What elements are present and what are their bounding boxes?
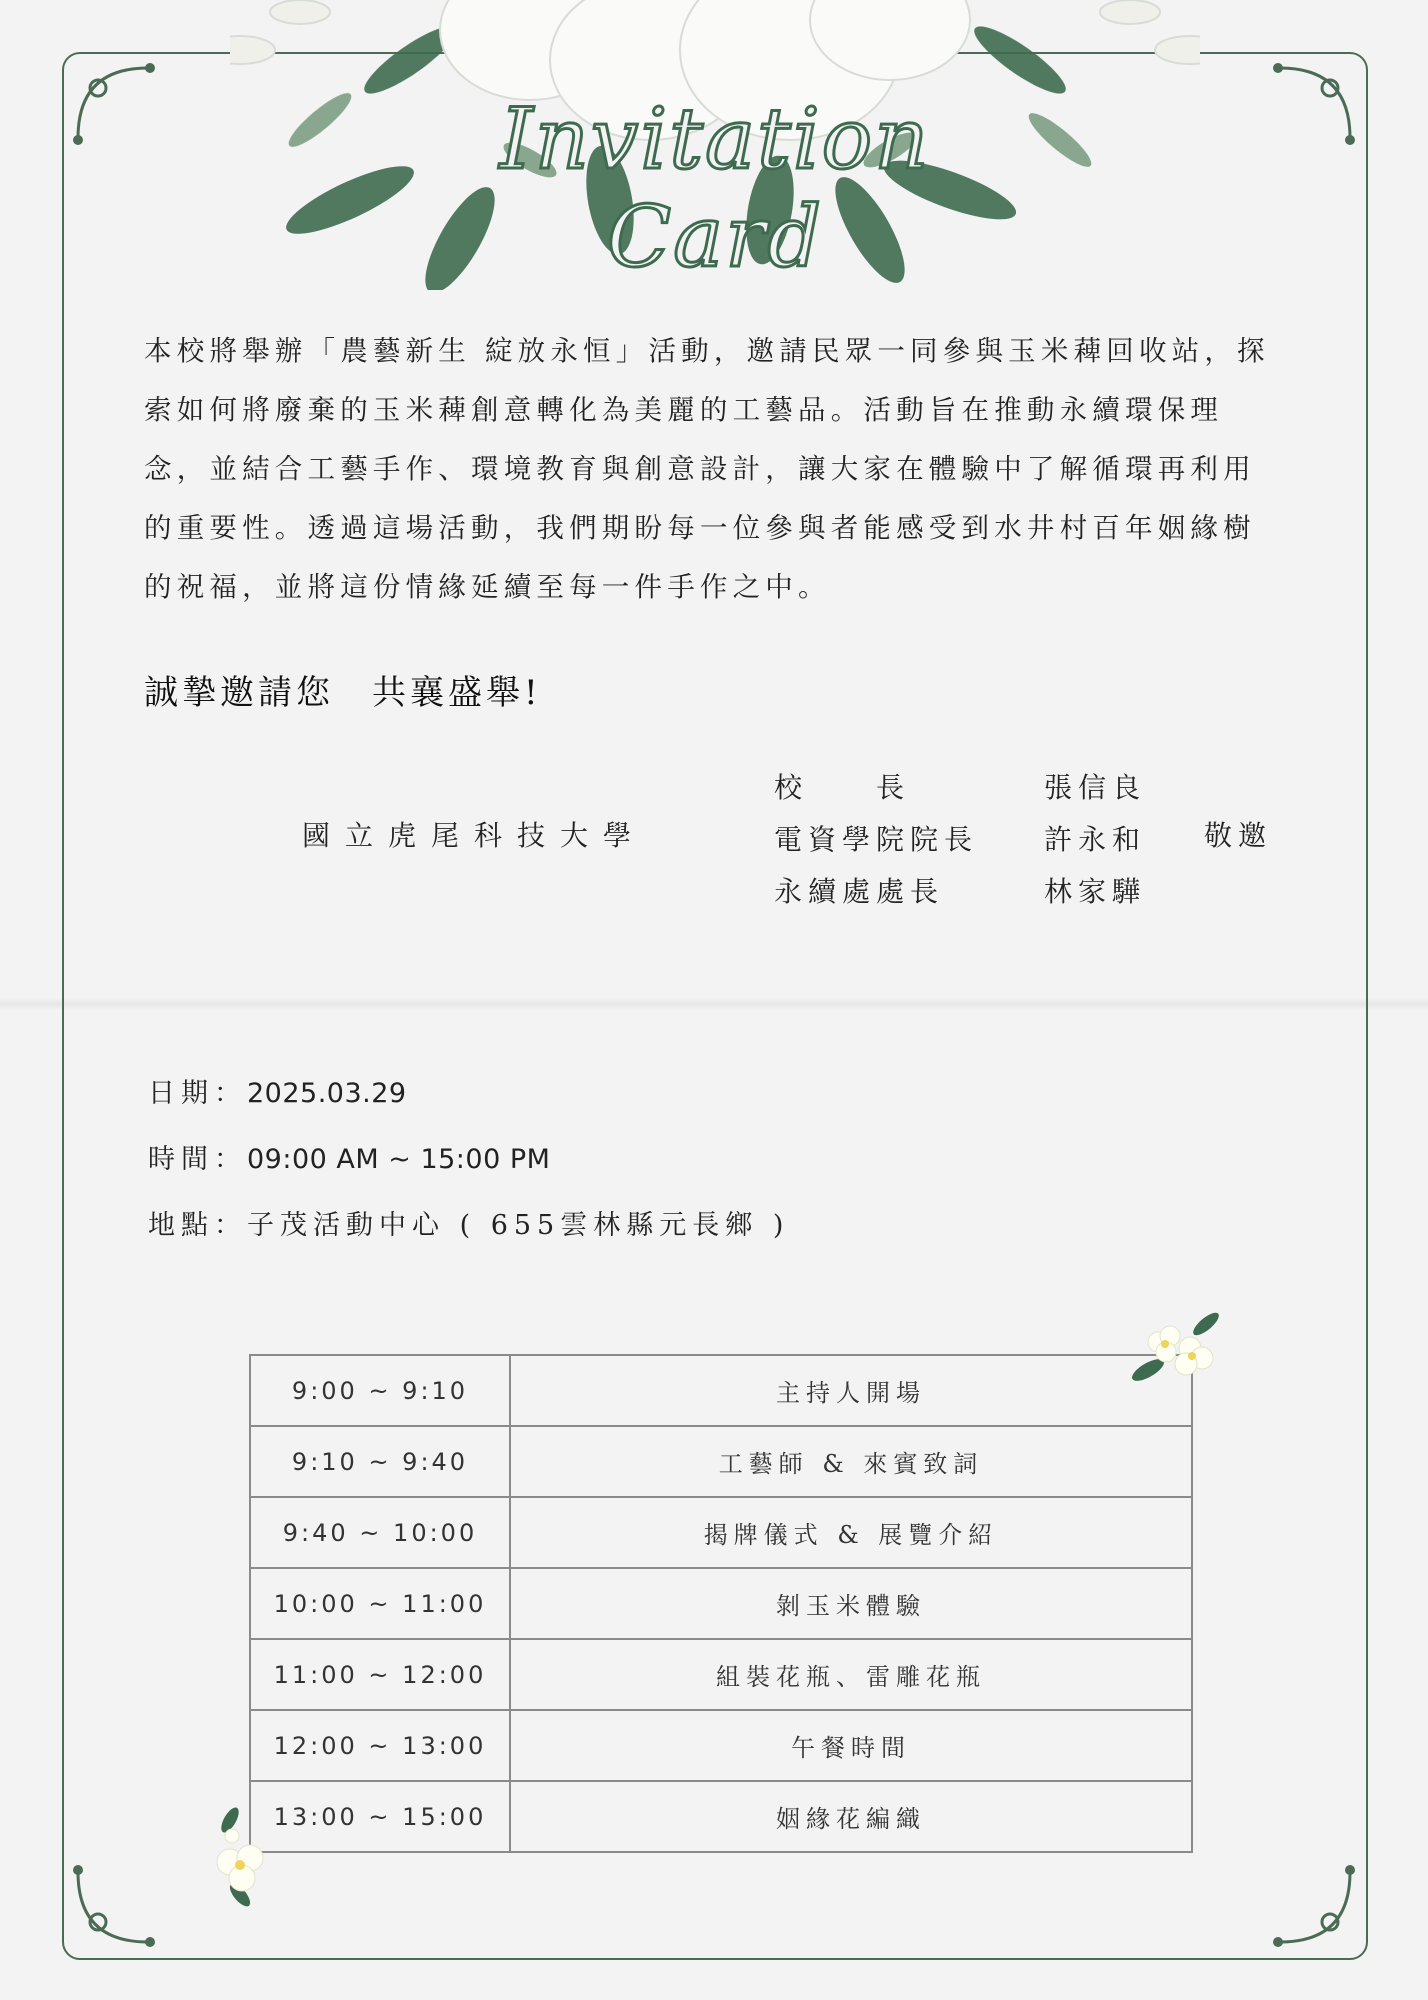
signer-titles [774, 762, 978, 918]
schedule-time: 12:00 ~ 13:00 [250, 1710, 510, 1781]
detail-location [148, 1202, 789, 1268]
table-row [250, 1710, 1192, 1781]
schedule-activity: 剝玉米體驗 [510, 1568, 1192, 1639]
table-row [250, 1639, 1192, 1710]
schedule-time: 9:40 ~ 10:00 [250, 1497, 510, 1568]
intro-paragraph: 本校將舉辦「農藝新生 綻放永恒」活動，邀請民眾一同參與玉米薭回收站，探索如何將廢棄的玉米薭創意轉化為美麗的工藝品。活動旨在推動永續環保理念，並結合工藝手作、環境教育與創意設計，讓大家在體驗中了解循環再利用的重要性。透過這場活動，我們期盼每一位參與者能感受到水井村百年姻緣樹的祝福，並將這份情緣延續至每一件手作之中。 [144, 335, 1270, 603]
flourish-corner-icon [68, 1862, 158, 1952]
signer-name: 許永和 [1044, 823, 1147, 856]
detail-time [148, 1136, 789, 1202]
schedule-activity: 組裝花瓶、雷雕花瓶 [510, 1639, 1192, 1710]
table-row [250, 1355, 1192, 1426]
detail-label: 時間： [148, 1144, 247, 1175]
schedule-activity: 午餐時間 [510, 1710, 1192, 1781]
invitation-line: 誠摯邀請您 共襄盛舉! [144, 673, 542, 713]
detail-label: 地點： [148, 1210, 247, 1241]
signer-title: 電資學院院長 [774, 823, 979, 856]
schedule-activity: 工藝師 & 來賓致詞 [510, 1426, 1192, 1497]
schedule-time: 9:10 ~ 9:40 [250, 1426, 510, 1497]
signer-names [1044, 762, 1146, 918]
schedule-time: 10:00 ~ 11:00 [250, 1568, 510, 1639]
signer-title: 永續處處長 [774, 875, 945, 908]
table-row [250, 1426, 1192, 1497]
schedule-table [249, 1354, 1193, 1853]
detail-value: 子茂活動中心 ( 655雲林縣元長鄉 ) [247, 1210, 790, 1241]
table-row [250, 1568, 1192, 1639]
schedule-time: 13:00 ~ 15:00 [250, 1781, 510, 1852]
flourish-corner-icon [1270, 1862, 1360, 1952]
table-row [250, 1781, 1192, 1852]
signer-name: 林家驊 [1044, 875, 1147, 908]
schedule-activity: 揭牌儀式 & 展覽介紹 [510, 1497, 1192, 1568]
schedule-time: 9:00 ~ 9:10 [250, 1355, 510, 1426]
flourish-corner-icon [1270, 58, 1360, 148]
event-details [148, 1070, 789, 1268]
detail-label: 日期： [148, 1078, 247, 1109]
table-row [250, 1497, 1192, 1568]
detail-date [148, 1070, 789, 1136]
signer-title: 校 長 [774, 771, 911, 804]
schedule-time: 11:00 ~ 12:00 [250, 1639, 510, 1710]
schedule-activity: 主持人開場 [510, 1355, 1192, 1426]
detail-value: 09:00 AM ~ 15:00 PM [247, 1144, 551, 1175]
jasmine-flower-icon [1128, 1308, 1228, 1390]
schedule-activity: 姻緣花編織 [510, 1781, 1192, 1852]
jasmine-flower-icon [200, 1800, 290, 1910]
organization-name: 國立虎尾科技大學 [302, 819, 647, 852]
detail-value: 2025.03.29 [247, 1078, 407, 1109]
signer-name: 張信良 [1044, 771, 1147, 804]
page-title: Invitation Card [499, 90, 931, 286]
closing-word: 敬邀 [1204, 819, 1273, 852]
flourish-corner-icon [68, 58, 158, 148]
